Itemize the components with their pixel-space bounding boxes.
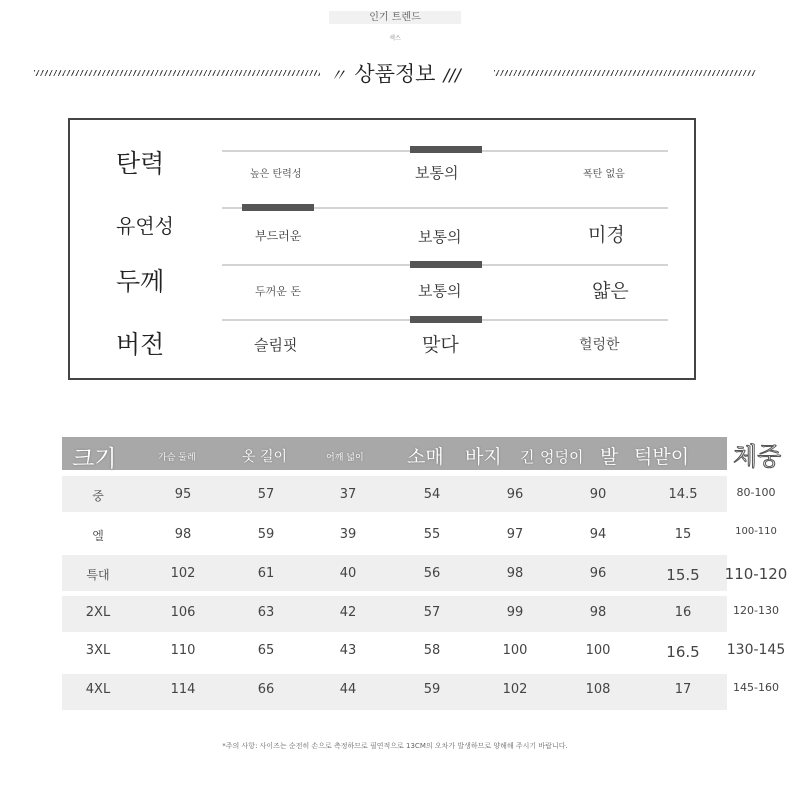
table-cell: 14.5 [668,487,698,502]
table-cell: 98 [589,605,607,620]
table-cell: 130-145 [726,642,786,658]
attribute-name: 탄력 [116,149,165,178]
table-cell: 56 [423,566,441,581]
table-cell: 100-110 [735,526,777,537]
table-cell: 65 [257,643,275,658]
table-cell: 16.5 [666,643,700,661]
table-cell: 54 [423,487,441,502]
table-cell: 59 [257,527,275,542]
attribute-name: 두께 [116,267,165,296]
table-cell: 108 [585,682,611,697]
table-cell: 114 [170,682,196,697]
column-header: 크기 [72,446,117,472]
table-cell: 90 [589,487,607,502]
table-cell: 42 [339,605,357,620]
table-cell: 43 [339,643,357,658]
table-cell: 39 [339,527,357,542]
table-cell: 58 [423,643,441,658]
attribute-option: 미경 [588,224,625,246]
table-cell: 145-160 [733,681,779,694]
size-label-cell: 엘 [92,529,104,543]
table-cell: 57 [423,605,441,620]
column-header: 발 [600,446,619,468]
attribute-option: 얇은 [592,280,629,302]
table-row [62,555,727,591]
table-cell: 98 [174,527,192,542]
table-row [62,596,727,632]
attribute-option: 높은 탄력성 [250,169,302,180]
attribute-name: 유연성 [116,214,174,238]
table-cell: 96 [506,487,524,502]
attribute-marker [410,316,482,323]
table-cell: 110 [170,643,196,658]
attribute-option: 맞다 [422,334,459,356]
top-tag: 인기 트렌드 [0,8,790,23]
attribute-option: 헐렁한 [579,337,620,353]
footnote: *주의 사항: 사이즈는 순전히 손으로 측정하므로 필연적으로 13CM의 오차가 발생하므로 양해해 주시기 바랍니다. [222,742,568,750]
attribute-option: 보통의 [415,164,459,182]
table-cell: 100 [585,643,611,658]
table-cell: 15.5 [666,566,700,584]
attribute-option: 두꺼운 돈 [255,285,302,298]
section-title-text: 상품정보 [354,62,436,86]
column-header: 가슴 둘레 [158,453,196,463]
table-cell: 16 [674,605,692,620]
column-header: 어깨 넓이 [326,453,364,463]
table-cell: 40 [339,566,357,581]
table-cell: 102 [502,682,528,697]
column-header: 옷 길이 [242,449,288,465]
size-label-cell: 2XL [85,605,111,620]
table-row [62,476,727,512]
attribute-name: 버전 [116,330,165,359]
attribute-marker [410,146,482,153]
table-cell: 96 [589,566,607,581]
table-cell: 95 [174,487,192,502]
attribute-option: 보통의 [418,282,462,300]
table-row [62,512,727,548]
attribute-marker [410,261,482,268]
table-row [62,632,727,668]
attribute-option: 부드러운 [255,229,302,243]
size-label-cell: 3XL [85,643,111,658]
table-cell: 100 [502,643,528,658]
table-cell: 61 [257,566,275,581]
table-cell: 44 [339,682,357,697]
section-title: 〃 상품정보 /// [329,62,461,86]
table-cell: 110-120 [724,565,788,583]
top-subtitle: 섹스 [389,35,401,42]
column-header: 바지 [465,446,502,468]
table-cell: 37 [339,487,357,502]
attribute-option: 슬림핏 [254,336,298,354]
table-cell: 17 [674,682,692,697]
table-cell: 94 [589,527,607,542]
table-cell: 97 [506,527,524,542]
table-row [62,674,727,710]
table-cell: 15 [674,527,692,542]
attribute-option: 폭탄 없음 [583,169,625,180]
table-cell: 63 [257,605,275,620]
table-cell: 57 [257,487,275,502]
size-label-cell: 중 [92,489,104,503]
attribute-option: 보통의 [418,228,462,246]
table-cell: 99 [506,605,524,620]
column-header: 긴 [520,448,535,466]
column-header: 엉덩이 [540,448,584,466]
attribute-marker [242,204,314,211]
column-header: 소매 [407,446,444,468]
table-cell: 66 [257,682,275,697]
column-header: 턱받이 [634,446,690,468]
table-cell: 59 [423,682,441,697]
table-cell: 80-100 [736,486,776,499]
table-cell: 106 [170,605,196,620]
size-label-cell: 4XL [85,682,111,697]
table-cell: 120-130 [733,604,779,617]
table-cell: 102 [170,566,196,581]
size-label-cell: 특대 [86,568,110,582]
column-header: 체중 [733,442,782,471]
table-cell: 55 [423,527,441,542]
table-cell: 98 [506,566,524,581]
